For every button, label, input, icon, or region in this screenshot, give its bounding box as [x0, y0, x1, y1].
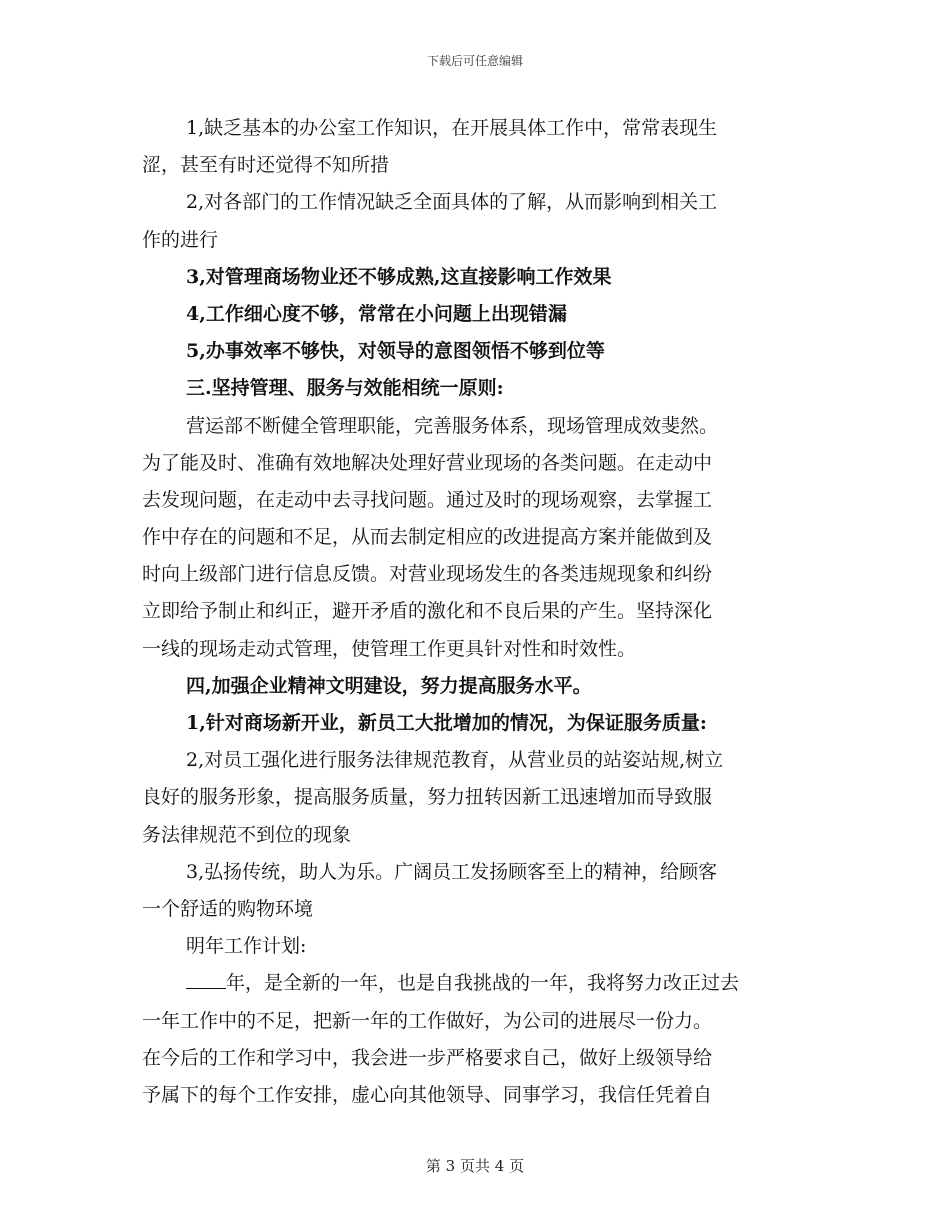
line-text: 1,针对商场新开业，新员工大批增加的情况，为保证服务质量:	[186, 712, 707, 734]
line-text: 去发现问题，在走动中去寻找问题。通过及时的现场观察，去掌握工	[142, 488, 713, 511]
line-text: 四,加强企业精神文明建设，努力提高服务水平。	[186, 674, 592, 697]
text-line	[142, 742, 810, 779]
line-text: 在今后的工作和学习中，我会进一步严格要求自己，做好上级领导给	[142, 1046, 713, 1069]
text-line	[142, 1040, 810, 1077]
line-text: 一个舒适的购物环境	[142, 897, 314, 920]
text-line	[142, 370, 810, 407]
text-line	[142, 928, 810, 965]
text-line	[142, 259, 810, 296]
line-text: 3,弘扬传统，助人为乐。广阔员工发扬顾客至上的精神，给顾客	[186, 860, 718, 883]
line-text: 1,缺乏基本的办公室工作知识，在开展具体工作中，常常表现生	[186, 117, 718, 139]
text-line	[142, 445, 810, 482]
blank-underline	[186, 987, 226, 989]
text-line	[142, 593, 810, 630]
text-line	[142, 184, 810, 221]
line-text: 年，是全新的一年，也是自我挑战的一年，我将努力改正过去	[226, 972, 740, 995]
line-text: 时向上级部门进行信息反馈。对营业现场发生的各类违规现象和纠纷	[142, 563, 713, 586]
text-line	[142, 333, 810, 370]
line-text: 立即给予制止和纠正，避开矛盾的激化和不良后果的产生。坚持深化	[142, 600, 713, 623]
text-line	[142, 110, 810, 147]
line-text: 2,对各部门的工作情况缺乏全面具体的了解，从而影响到相关工	[186, 191, 718, 214]
text-line	[142, 222, 810, 259]
text-line	[142, 705, 810, 742]
text-line	[142, 556, 810, 593]
line-text: 良好的服务形象，提高服务质量，努力扭转因新工迅速增加而导致服	[142, 786, 713, 809]
line-text: 一线的现场走动式管理，使管理工作更具针对性和时效性。	[142, 637, 637, 660]
line-text: 4,工作细心度不够，常常在小问题上出现错漏	[186, 302, 567, 325]
text-line	[142, 1003, 810, 1040]
text-line	[142, 296, 810, 333]
text-line	[142, 965, 810, 1002]
text-line	[142, 891, 810, 928]
page-header: 下载后可任意编辑	[426, 54, 523, 68]
text-line	[142, 854, 810, 891]
line-text: 3,对管理商场物业还不够成熟,这直接影响工作效果	[186, 265, 612, 288]
line-text: 予属下的每个工作安排，虚心向其他领导、同事学习，我信任凭着自	[142, 1083, 713, 1106]
text-line	[142, 147, 810, 184]
text-line	[142, 1077, 810, 1114]
line-text: 作的进行	[142, 228, 219, 251]
text-line	[142, 631, 810, 668]
text-line	[142, 668, 810, 705]
line-text: 2,对员工强化进行服务法律规范教育，从营业员的站姿站规,树立	[186, 749, 724, 772]
line-text: 务法律规范不到位的现象	[142, 823, 352, 846]
text-line	[142, 482, 810, 519]
line-text: 涩，甚至有时还觉得不知所措	[142, 154, 390, 177]
line-text: 5,办事效率不够快，对领导的意图领悟不够到位等	[186, 340, 605, 363]
line-text: 营运部不断健全管理职能，完善服务体系，现场管理成效斐然。	[186, 414, 719, 437]
line-text: 一年工作中的不足，把新一年的工作做好，为公司的进展尽一份力。	[142, 1009, 713, 1032]
page-footer: 第 3 页共 4 页	[425, 1157, 525, 1175]
line-text: 明年工作计划:	[186, 935, 307, 958]
text-line	[142, 519, 810, 556]
document-body	[142, 110, 810, 1114]
line-text: 作中存在的问题和不足，从而去制定相应的改进提高方案并能做到及	[142, 526, 713, 549]
text-line	[142, 779, 810, 816]
text-line	[142, 408, 810, 445]
text-line	[142, 817, 810, 854]
line-text: 为了能及时、准确有效地解决处理好营业现场的各类问题。在走动中	[142, 451, 713, 474]
line-text: 三.坚持管理、服务与效能相统一原则:	[186, 377, 504, 400]
